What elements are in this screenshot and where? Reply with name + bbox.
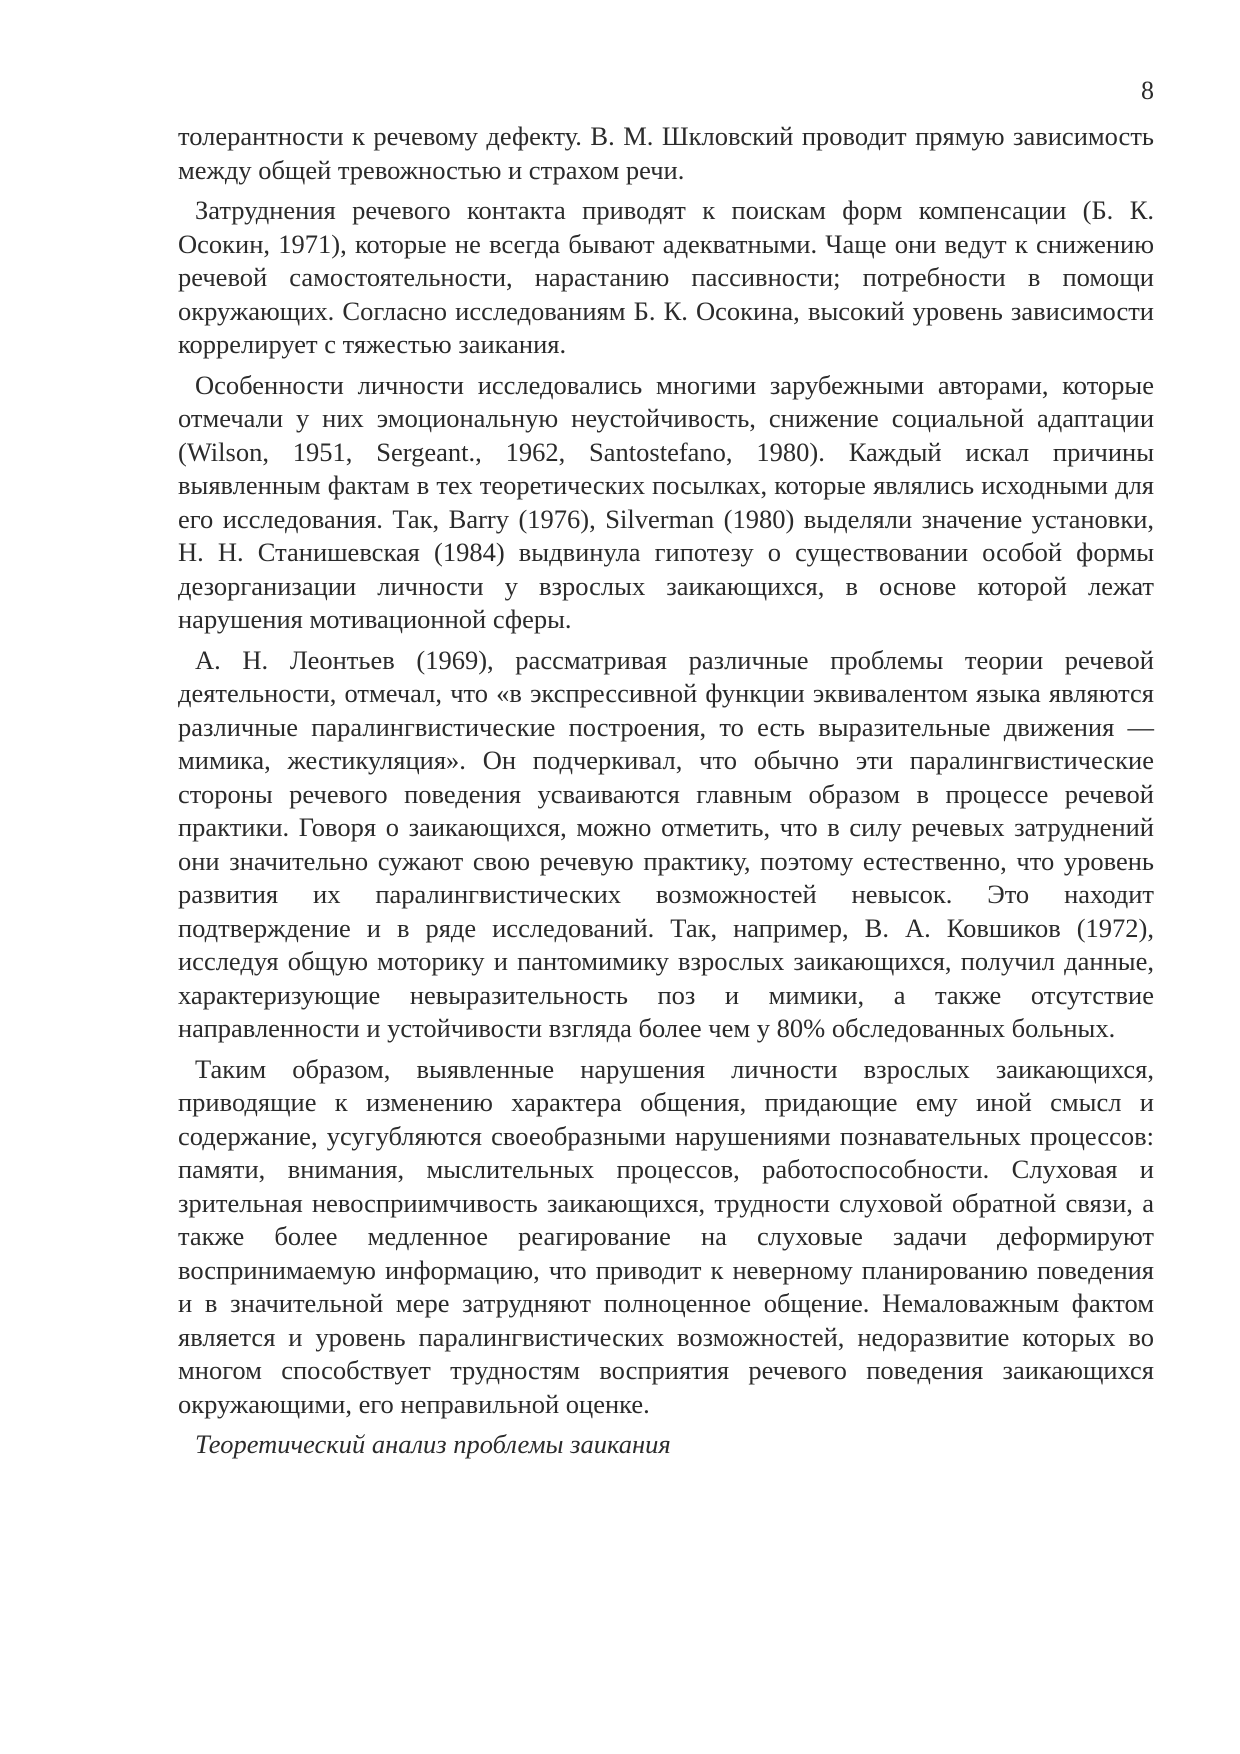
paragraph-leontiev: А. Н. Леонтьев (1969), рассматривая различные проблемы теории речевой деятельности, отмечал, что «в экспрессивной функции эквивалентом языка являются различные паралингвистические построения, то есть выразительные движения — мимика, жестикуляция». Он подчеркивал, что обычно эти паралингвистические стороны речевого поведения усваиваются главным образом в процессе речевой практики. Говоря о заикающихся, можно отметить, что в силу речевых затруднений они значительно сужают свою речевую практику, поэтому естественно, что уровень развития их паралингвистических возможностей невысок. Это находит подтверждение и в ряде исследований. Так, например, В. А. Ковшиков (1972), исследуя общую моторику и пантомимику взрослых заикающихся, получил данные, характеризующие невыразительность поз и мимики, а также отсутствие направленности и устойчивости взгляда более чем у 80% обследованных больных. — [178, 644, 1154, 1043]
paragraph-personality-features: Особенности личности исследовались многими зарубежными авторами, которые отмечали у них эмоциональную неустойчивость, снижение социальной адаптации (Wilson, 1951, Sergeant., 1962, Santostefano, 1980). Каждый искал причины выявленным фактам в тех теоретических посылках, которые являлись исходными для его исследования. Так, Barry (1976), Silverman (1980) выделяли значение установки, Н. Н. Станишевская (1984) выдвинула гипотезу о существовании особой формы дезорганизации личности у взрослых заикающихся, в основе которой лежат нарушения мотивационной сферы. — [178, 369, 1154, 634]
section-heading: Теоретический анализ проблемы заикания — [195, 1429, 671, 1459]
page-number: 8 — [1141, 76, 1154, 105]
paragraph-continued: толерантности к речевому дефекту. В. М. Шкловский проводит прямую зависимость между общей тревожностью и страхом речи. — [178, 121, 1154, 185]
paragraph-conclusion: Таким образом, выявленные нарушения личности взрослых заикающихся, приводящие к изменению характера общения, придающие ему иной смысл и содержание, усугубляются своеобразными нарушениями познавательных процессов: памяти, внимания, мыслительных процессов, работоспособности. Слуховая и зрительная невосприимчивость заикающихся, трудности слуховой обратной связи, а также более медленное реагирование на слуховые задачи деформируют воспринимаемую информацию, что приводит к неверному планированию поведения и в значительной мере затрудняют полноценное общение. Немаловажным фактом является и уровень паралингвистических возможностей, недоразвитие которых во многом способствует трудностям восприятия речевого поведения заикающихся окружающими, его неправильной оценке. — [178, 1053, 1154, 1419]
body-text — [178, 120, 1154, 1462]
paragraph-speech-contact: Затруднения речевого контакта приводят к поискам форм компенсации (Б. К. Осокин, 1971), которые не всегда бывают адекватными. Чаще они ведут к снижению речевой самостоятельности, нарастанию пассивности; потребности в помощи окружающих. Согласно исследованиям Б. К. Осокина, высокий уровень зависимости коррелирует с тяжестью заикания. — [178, 195, 1154, 359]
